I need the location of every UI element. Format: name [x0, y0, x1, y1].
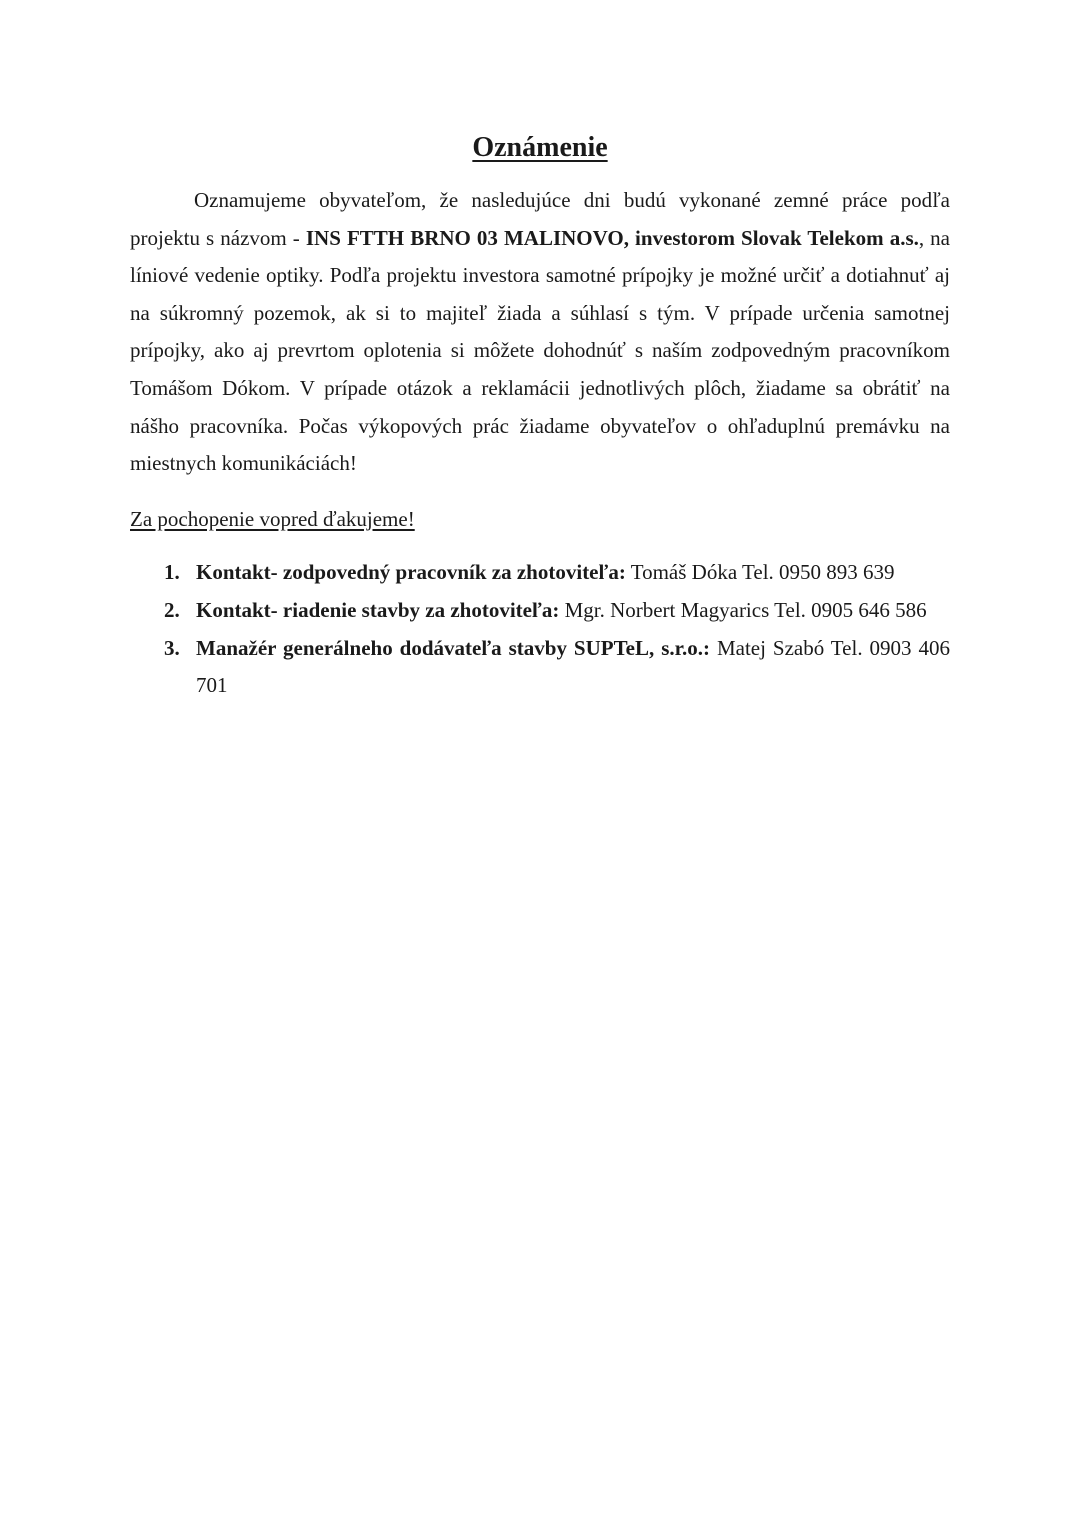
- contact-value: Mgr. Norbert Magyarics Tel. 0905 646 586: [559, 597, 927, 622]
- paragraph-intro: Oznamujeme obyvateľom, že nasledujúce dni budú vykonané zemné práce podľa projektu s názvom -: [130, 188, 950, 250]
- document-content: [130, 128, 950, 705]
- contact-value: Tomáš Dóka Tel. 0950 893 639: [625, 560, 895, 585]
- contact-label: Kontakt- riadenie stavby za zhotoviteľa:: [196, 597, 560, 622]
- project-name: INS FTTH BRNO 03 MALINOVO, investorom Slovak Telekom a.s.: [305, 225, 919, 250]
- contact-number: 1.: [164, 560, 180, 585]
- contact-value: Matej Szabó Tel. 0903 406 701: [196, 635, 950, 698]
- thanks-line: Za pochopenie vopred ďakujeme!: [130, 506, 415, 531]
- contact-label: Kontakt- zodpovedný pracovník za zhotoviteľa:: [196, 560, 626, 585]
- contact-item: [130, 592, 950, 630]
- contact-label: Manažér generálneho dodávateľa stavby SUPTeL, s.r.o.:: [196, 635, 711, 660]
- contact-number: 3.: [164, 635, 180, 660]
- announcement-paragraph: [130, 182, 950, 483]
- contact-item: [130, 554, 950, 592]
- contact-number: 2.: [164, 597, 180, 622]
- contact-item: [130, 630, 950, 705]
- document-title: Oznámenie: [472, 132, 608, 163]
- paragraph-rest: , na líniové vedenie optiky. Podľa projektu investora samotné prípojky je možné určiť a dotiahnuť aj na súkromný pozemok, ak si to majiteľ žiada a súhlasí s tým. V prípade určenia samotnej prípojky, ako aj prevrtom oplotenia si môžete dohodnúť s naším zodpovedným pracovníkom Tomášom Dókom. V prípade otázok a reklamácii jednotlivých plôch, žiadame sa obrátiť na nášho pracovníka. Počas výkopových prác žiadame obyvateľov o ohľaduplnú premávku na miestnych komunikáciách!: [130, 225, 951, 476]
- contact-list: [130, 554, 950, 704]
